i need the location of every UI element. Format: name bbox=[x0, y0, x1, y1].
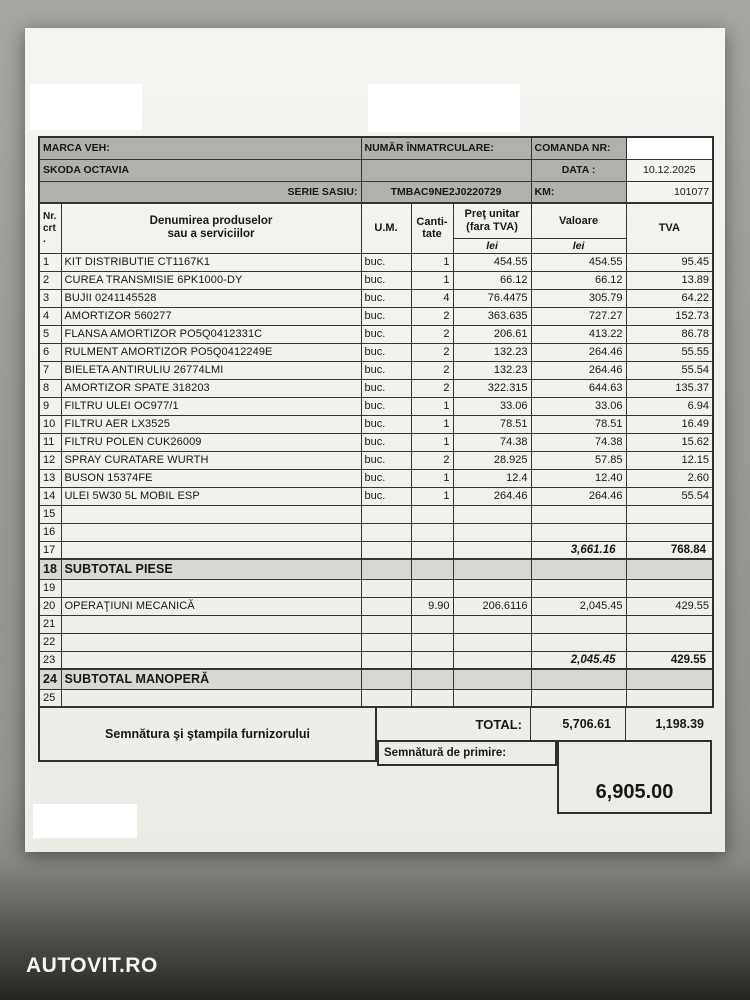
table-row bbox=[39, 451, 713, 469]
cell-um: buc. bbox=[361, 379, 411, 397]
cell-nr: 6 bbox=[39, 343, 61, 361]
cell-cantitate bbox=[411, 541, 453, 559]
serie-sasiu-value: TMBAC9NE2J0220729 bbox=[361, 181, 531, 203]
data-value: 10.12.2025 bbox=[626, 159, 713, 181]
cell-valoare: 264.46 bbox=[531, 487, 626, 505]
cell-denumire: SUBTOTAL MANOPERĂ bbox=[61, 669, 361, 689]
cell-tva bbox=[626, 523, 713, 541]
cell-pret-unitar: 76.4475 bbox=[453, 289, 531, 307]
cell-denumire: FLANSA AMORTIZOR PO5Q0412331C bbox=[61, 325, 361, 343]
cell-valoare bbox=[531, 689, 626, 707]
cell-pret-unitar bbox=[453, 615, 531, 633]
cell-pret-unitar bbox=[453, 579, 531, 597]
cell-denumire bbox=[61, 523, 361, 541]
cell-nr: 12 bbox=[39, 451, 61, 469]
cell-valoare: 264.46 bbox=[531, 361, 626, 379]
cell-nr: 2 bbox=[39, 271, 61, 289]
cell-um bbox=[361, 633, 411, 651]
table-row bbox=[39, 253, 713, 271]
cell-tva bbox=[626, 689, 713, 707]
cell-valoare: 305.79 bbox=[531, 289, 626, 307]
cell-tva: 95.45 bbox=[626, 253, 713, 271]
table-row bbox=[39, 669, 713, 689]
cell-um bbox=[361, 579, 411, 597]
cell-um: buc. bbox=[361, 253, 411, 271]
cell-cantitate: 1 bbox=[411, 433, 453, 451]
pret-header-line2: (fara TVA) bbox=[466, 221, 518, 233]
redaction-box-bottom-left bbox=[33, 804, 137, 838]
cell-pret-unitar: 132.23 bbox=[453, 343, 531, 361]
marca-value: SKODA OCTAVIA bbox=[39, 159, 361, 181]
cell-denumire: SUBTOTAL PIESE bbox=[61, 559, 361, 579]
receipt-signature-box bbox=[377, 740, 557, 766]
cell-nr: 22 bbox=[39, 633, 61, 651]
cell-valoare: 727.27 bbox=[531, 307, 626, 325]
cell-pret-unitar: 28.925 bbox=[453, 451, 531, 469]
cantitate-header-line1: Canti- bbox=[416, 215, 448, 228]
table-row bbox=[39, 597, 713, 615]
cell-denumire bbox=[61, 689, 361, 707]
cell-um bbox=[361, 615, 411, 633]
cell-valoare bbox=[531, 559, 626, 579]
cell-nr: 10 bbox=[39, 415, 61, 433]
cell-cantitate: 1 bbox=[411, 253, 453, 271]
cell-nr: 20 bbox=[39, 597, 61, 615]
cell-um: buc. bbox=[361, 307, 411, 325]
grand-total-value: 6,905.00 bbox=[595, 781, 674, 803]
cell-pret-unitar bbox=[453, 689, 531, 707]
supplier-signature-box bbox=[38, 708, 377, 762]
cell-um: buc. bbox=[361, 397, 411, 415]
cell-tva: 12.15 bbox=[626, 451, 713, 469]
cell-cantitate bbox=[411, 669, 453, 689]
cell-cantitate: 2 bbox=[411, 361, 453, 379]
cell-tva: 6.94 bbox=[626, 397, 713, 415]
cell-pret-unitar: 74.38 bbox=[453, 433, 531, 451]
cell-um bbox=[361, 651, 411, 669]
cell-pret-unitar: 264.46 bbox=[453, 487, 531, 505]
cell-cantitate: 1 bbox=[411, 469, 453, 487]
cell-valoare bbox=[531, 505, 626, 523]
cell-cantitate: 4 bbox=[411, 289, 453, 307]
column-header-nr bbox=[39, 203, 61, 253]
cell-tva bbox=[626, 559, 713, 579]
denumire-header-line1: Denumirea produselor bbox=[149, 215, 273, 228]
cell-um: buc. bbox=[361, 415, 411, 433]
valoare-lei-label: lei bbox=[532, 238, 626, 253]
cell-valoare: 2,045.45 bbox=[531, 597, 626, 615]
cell-denumire: ULEI 5W30 5L MOBIL ESP bbox=[61, 487, 361, 505]
cell-um: buc. bbox=[361, 433, 411, 451]
cell-nr: 8 bbox=[39, 379, 61, 397]
autovit-watermark: AUTOVIT.RO bbox=[26, 954, 158, 977]
table-row bbox=[39, 469, 713, 487]
cell-cantitate: 1 bbox=[411, 415, 453, 433]
cell-pret-unitar: 206.61 bbox=[453, 325, 531, 343]
column-header-row bbox=[39, 203, 713, 253]
grand-total-box bbox=[557, 740, 712, 814]
table-row bbox=[39, 559, 713, 579]
meta-row-model bbox=[39, 159, 713, 181]
cell-um bbox=[361, 505, 411, 523]
cell-nr: 16 bbox=[39, 523, 61, 541]
cell-valoare bbox=[531, 633, 626, 651]
cell-cantitate: 2 bbox=[411, 379, 453, 397]
cell-denumire bbox=[61, 615, 361, 633]
cell-valoare: 33.06 bbox=[531, 397, 626, 415]
cell-tva: 55.54 bbox=[626, 487, 713, 505]
cell-cantitate bbox=[411, 559, 453, 579]
cell-cantitate bbox=[411, 633, 453, 651]
cell-tva: 429.55 bbox=[626, 597, 713, 615]
comanda-nr-label: COMANDA NR: bbox=[531, 137, 626, 159]
cell-denumire: CUREA TRANSMISIE 6PK1000-DY bbox=[61, 271, 361, 289]
cell-um: buc. bbox=[361, 469, 411, 487]
redaction-box-top-middle bbox=[368, 84, 520, 132]
cell-cantitate bbox=[411, 651, 453, 669]
table-row bbox=[39, 415, 713, 433]
cell-tva: 13.89 bbox=[626, 271, 713, 289]
cell-pret-unitar: 132.23 bbox=[453, 361, 531, 379]
table-row bbox=[39, 541, 713, 559]
km-value: 101077 bbox=[626, 181, 713, 203]
cell-cantitate bbox=[411, 615, 453, 633]
cell-pret-unitar: 12.4 bbox=[453, 469, 531, 487]
pret-lei-label: lei bbox=[454, 238, 531, 253]
table-row bbox=[39, 523, 713, 541]
cell-nr: 15 bbox=[39, 505, 61, 523]
cell-nr: 23 bbox=[39, 651, 61, 669]
cell-pret-unitar bbox=[453, 633, 531, 651]
cell-um: buc. bbox=[361, 325, 411, 343]
cell-tva bbox=[626, 633, 713, 651]
total-tva-value: 1,198.39 bbox=[625, 708, 712, 740]
cell-denumire: KIT DISTRIBUTIE CT1167K1 bbox=[61, 253, 361, 271]
cell-valoare: 2,045.45 bbox=[531, 651, 626, 669]
cell-tva: 2.60 bbox=[626, 469, 713, 487]
cell-denumire: FILTRU POLEN CUK26009 bbox=[61, 433, 361, 451]
serie-sasiu-label: SERIE SASIU: bbox=[39, 181, 361, 203]
column-header-cantitate bbox=[411, 203, 453, 253]
denumire-header-line2: sau a serviciilor bbox=[167, 228, 255, 241]
cell-denumire bbox=[61, 541, 361, 559]
cell-tva: 64.22 bbox=[626, 289, 713, 307]
cell-pret-unitar: 454.55 bbox=[453, 253, 531, 271]
cell-tva: 135.37 bbox=[626, 379, 713, 397]
cell-valoare bbox=[531, 669, 626, 689]
cell-valoare: 78.51 bbox=[531, 415, 626, 433]
cell-denumire: OPERAŢIUNI MECANICĂ bbox=[61, 597, 361, 615]
invoice-document bbox=[38, 136, 712, 818]
cell-pret-unitar: 33.06 bbox=[453, 397, 531, 415]
cell-um: buc. bbox=[361, 271, 411, 289]
marca-label: MARCA VEH: bbox=[39, 137, 361, 159]
cell-um bbox=[361, 523, 411, 541]
cell-cantitate: 2 bbox=[411, 451, 453, 469]
cell-nr: 19 bbox=[39, 579, 61, 597]
cell-pret-unitar bbox=[453, 523, 531, 541]
cell-tva: 16.49 bbox=[626, 415, 713, 433]
cantitate-header-line2: tate bbox=[422, 228, 442, 241]
column-header-pret-unitar bbox=[453, 203, 531, 253]
cell-pret-unitar bbox=[453, 505, 531, 523]
comanda-nr-value-redacted bbox=[626, 137, 713, 159]
cell-nr: 24 bbox=[39, 669, 61, 689]
redaction-box-top-left bbox=[30, 84, 142, 130]
table-row bbox=[39, 487, 713, 505]
cell-valoare: 454.55 bbox=[531, 253, 626, 271]
cell-tva bbox=[626, 579, 713, 597]
cell-um bbox=[361, 559, 411, 579]
invoice-paper bbox=[25, 28, 725, 852]
column-header-valoare bbox=[531, 203, 626, 253]
table-row bbox=[39, 271, 713, 289]
pret-header-line1: Preţ unitar bbox=[464, 208, 520, 221]
meta-row-serie bbox=[39, 181, 713, 203]
table-row bbox=[39, 379, 713, 397]
cell-denumire: FILTRU ULEI OC977/1 bbox=[61, 397, 361, 415]
cell-cantitate: 2 bbox=[411, 325, 453, 343]
cell-nr: 5 bbox=[39, 325, 61, 343]
nr-header-line3: . bbox=[43, 234, 46, 245]
total-label: TOTAL: bbox=[475, 716, 522, 732]
invoice-table bbox=[38, 136, 714, 708]
cell-denumire: AMORTIZOR SPATE 318203 bbox=[61, 379, 361, 397]
cell-pret-unitar: 363.635 bbox=[453, 307, 531, 325]
cell-um bbox=[361, 541, 411, 559]
table-row bbox=[39, 615, 713, 633]
valoare-header-line1: Valoare bbox=[558, 214, 599, 227]
cell-valoare bbox=[531, 579, 626, 597]
cell-nr: 25 bbox=[39, 689, 61, 707]
meta-row-marca bbox=[39, 137, 713, 159]
cell-tva bbox=[626, 615, 713, 633]
cell-nr: 11 bbox=[39, 433, 61, 451]
cell-cantitate: 1 bbox=[411, 271, 453, 289]
cell-um: buc. bbox=[361, 343, 411, 361]
cell-nr: 21 bbox=[39, 615, 61, 633]
supplier-signature-label: Semnătura şi ştampila furnizorului bbox=[105, 727, 310, 741]
invoice-footer bbox=[38, 708, 712, 818]
table-row bbox=[39, 307, 713, 325]
cell-denumire bbox=[61, 651, 361, 669]
cell-denumire: BUSON 15374FE bbox=[61, 469, 361, 487]
cell-cantitate: 2 bbox=[411, 343, 453, 361]
cell-valoare: 413.22 bbox=[531, 325, 626, 343]
cell-denumire: RULMENT AMORTIZOR PO5Q0412249E bbox=[61, 343, 361, 361]
cell-pret-unitar: 206.6116 bbox=[453, 597, 531, 615]
column-header-tva: TVA bbox=[626, 203, 713, 253]
cell-nr: 14 bbox=[39, 487, 61, 505]
cell-denumire: AMORTIZOR 560277 bbox=[61, 307, 361, 325]
table-row bbox=[39, 397, 713, 415]
cell-pret-unitar bbox=[453, 651, 531, 669]
cell-pret-unitar bbox=[453, 559, 531, 579]
cell-cantitate: 1 bbox=[411, 397, 453, 415]
cell-valoare: 12.40 bbox=[531, 469, 626, 487]
column-header-um: U.M. bbox=[361, 203, 411, 253]
table-row bbox=[39, 651, 713, 669]
cell-um bbox=[361, 689, 411, 707]
cell-nr: 13 bbox=[39, 469, 61, 487]
data-label: DATA : bbox=[531, 159, 626, 181]
cell-pret-unitar: 66.12 bbox=[453, 271, 531, 289]
total-row bbox=[377, 708, 712, 740]
cell-denumire: BIELETA ANTIRULIU 26774LMI bbox=[61, 361, 361, 379]
cell-denumire: BUJII 0241145528 bbox=[61, 289, 361, 307]
cell-tva: 55.55 bbox=[626, 343, 713, 361]
table-row bbox=[39, 361, 713, 379]
cell-um: buc. bbox=[361, 451, 411, 469]
cell-denumire bbox=[61, 633, 361, 651]
table-row bbox=[39, 325, 713, 343]
cell-tva: 768.84 bbox=[626, 541, 713, 559]
cell-valoare: 644.63 bbox=[531, 379, 626, 397]
numar-inmatriculare-label: NUMĂR ÎNMATRCULARE: bbox=[361, 137, 531, 159]
cell-cantitate bbox=[411, 523, 453, 541]
cell-cantitate bbox=[411, 689, 453, 707]
km-label: KM: bbox=[531, 181, 626, 203]
cell-tva: 15.62 bbox=[626, 433, 713, 451]
nr-header-line2: crt bbox=[43, 222, 56, 234]
cell-tva bbox=[626, 505, 713, 523]
cell-valoare bbox=[531, 615, 626, 633]
cell-valoare: 66.12 bbox=[531, 271, 626, 289]
cell-valoare bbox=[531, 523, 626, 541]
cell-pret-unitar bbox=[453, 669, 531, 689]
cell-nr: 3 bbox=[39, 289, 61, 307]
cell-tva bbox=[626, 669, 713, 689]
nr-header-line1: Nr. bbox=[43, 211, 57, 222]
cell-denumire: FILTRU AER LX3525 bbox=[61, 415, 361, 433]
total-value: 5,706.61 bbox=[530, 708, 625, 740]
cell-tva: 152.73 bbox=[626, 307, 713, 325]
numar-inmatriculare-value-cell bbox=[361, 159, 531, 181]
cell-cantitate bbox=[411, 579, 453, 597]
cell-cantitate: 9.90 bbox=[411, 597, 453, 615]
cell-valoare: 57.85 bbox=[531, 451, 626, 469]
table-row bbox=[39, 289, 713, 307]
cell-um: buc. bbox=[361, 361, 411, 379]
cell-um bbox=[361, 669, 411, 689]
cell-cantitate bbox=[411, 505, 453, 523]
cell-tva: 55.54 bbox=[626, 361, 713, 379]
cell-nr: 7 bbox=[39, 361, 61, 379]
receipt-signature-label: Semnătură de primire: bbox=[384, 747, 507, 759]
cell-valoare: 264.46 bbox=[531, 343, 626, 361]
table-row bbox=[39, 689, 713, 707]
table-row bbox=[39, 505, 713, 523]
table-row bbox=[39, 343, 713, 361]
cell-cantitate: 1 bbox=[411, 487, 453, 505]
cell-um bbox=[361, 597, 411, 615]
table-row bbox=[39, 579, 713, 597]
cell-nr: 1 bbox=[39, 253, 61, 271]
table-row bbox=[39, 633, 713, 651]
cell-nr: 18 bbox=[39, 559, 61, 579]
cell-valoare: 74.38 bbox=[531, 433, 626, 451]
cell-pret-unitar: 78.51 bbox=[453, 415, 531, 433]
cell-pret-unitar: 322.315 bbox=[453, 379, 531, 397]
cell-denumire: SPRAY CURATARE WURTH bbox=[61, 451, 361, 469]
column-header-denumire bbox=[61, 203, 361, 253]
cell-valoare: 3,661.16 bbox=[531, 541, 626, 559]
cell-cantitate: 2 bbox=[411, 307, 453, 325]
cell-nr: 17 bbox=[39, 541, 61, 559]
cell-tva: 86.78 bbox=[626, 325, 713, 343]
cell-tva: 429.55 bbox=[626, 651, 713, 669]
cell-nr: 9 bbox=[39, 397, 61, 415]
cell-nr: 4 bbox=[39, 307, 61, 325]
cell-um: buc. bbox=[361, 289, 411, 307]
cell-denumire bbox=[61, 579, 361, 597]
table-row bbox=[39, 433, 713, 451]
cell-pret-unitar bbox=[453, 541, 531, 559]
cell-um: buc. bbox=[361, 487, 411, 505]
cell-denumire bbox=[61, 505, 361, 523]
